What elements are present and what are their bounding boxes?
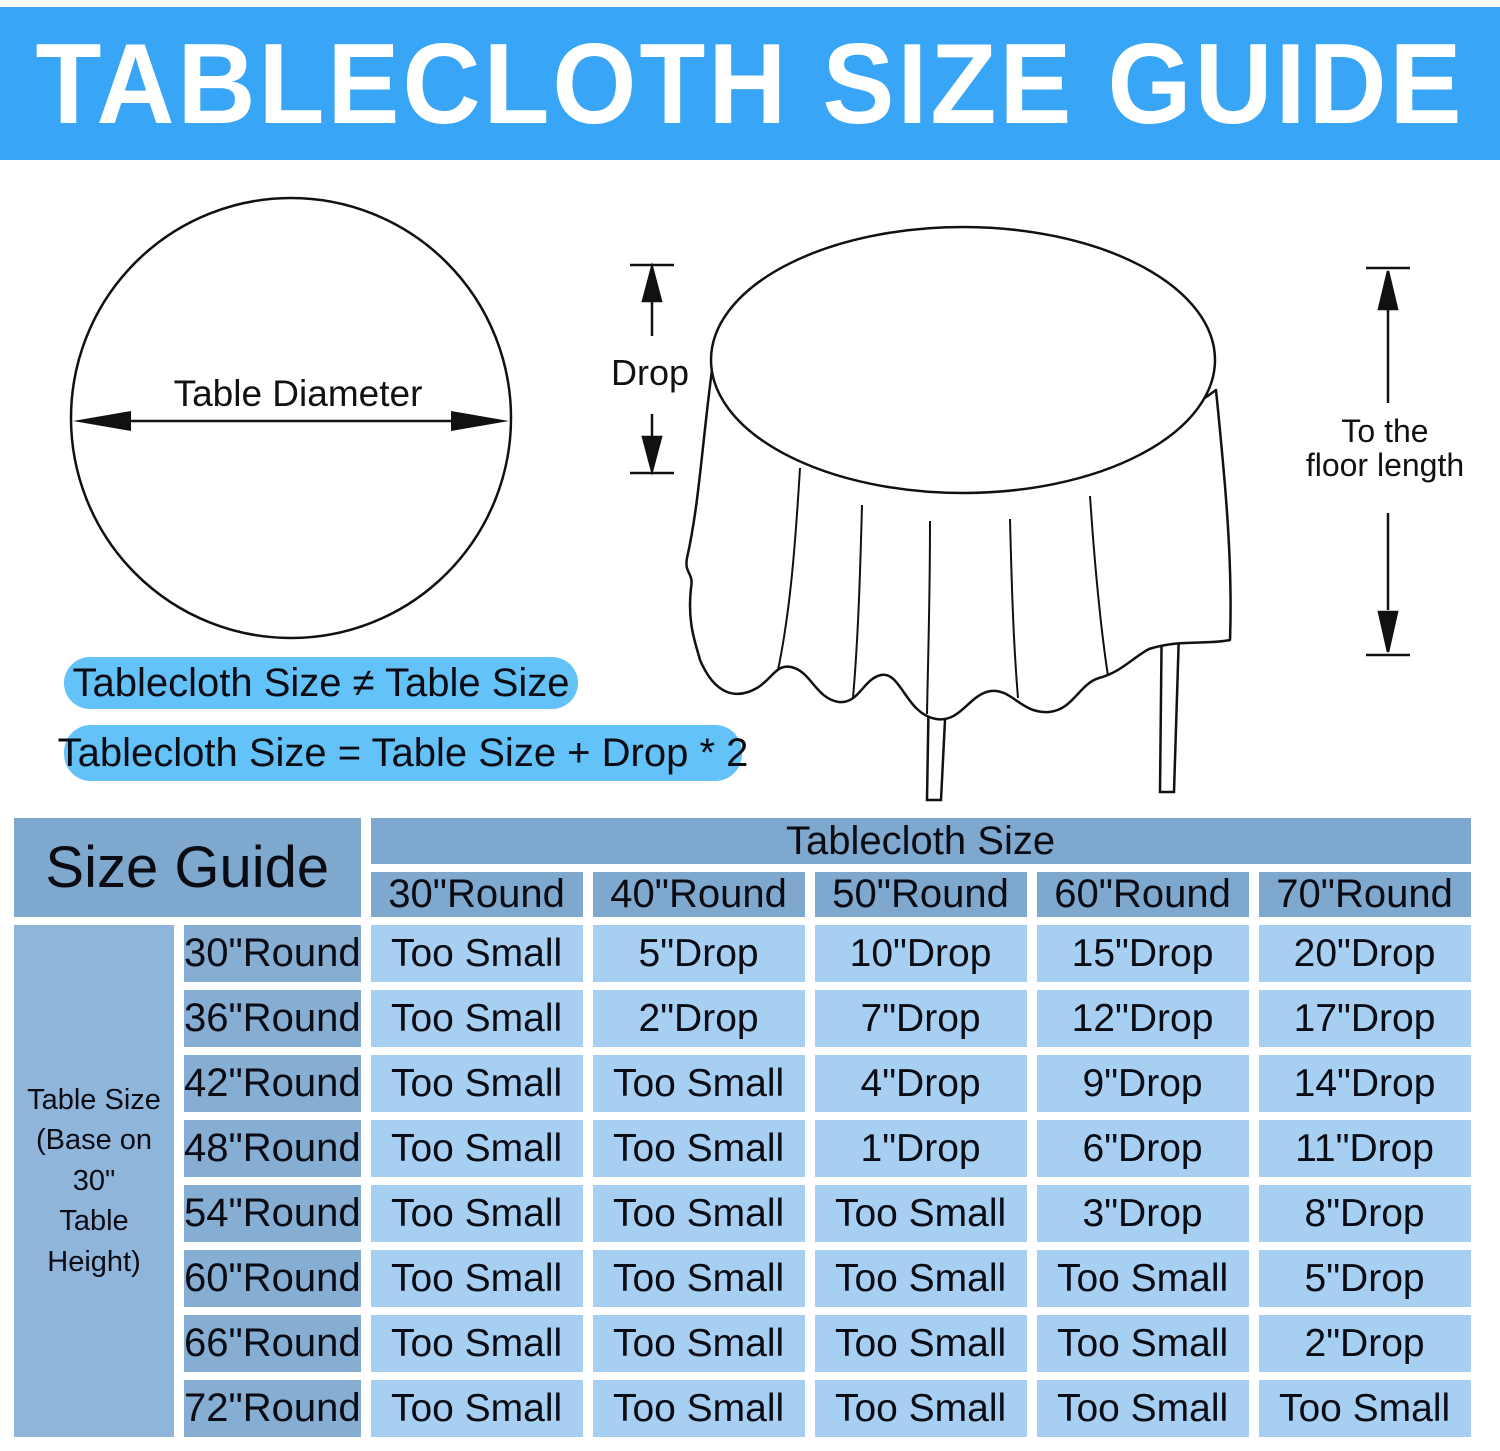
draped-table-diagram bbox=[560, 170, 1500, 820]
note-text: Tablecloth Size ≠ Table Size bbox=[72, 660, 570, 705]
tabletop-circle bbox=[71, 198, 511, 638]
size-table bbox=[4, 810, 1481, 1445]
size-cell: Too Small bbox=[815, 1185, 1027, 1242]
tablecloth-size-group-label: Tablecloth Size bbox=[371, 818, 1471, 864]
row-label: 66"Round bbox=[184, 1315, 361, 1372]
size-cell: 11"Drop bbox=[1259, 1120, 1471, 1177]
size-cell: Too Small bbox=[815, 1250, 1027, 1307]
diameter-arrow bbox=[73, 411, 509, 431]
size-cell: Too Small bbox=[371, 1120, 583, 1177]
size-cell: Too Small bbox=[593, 1380, 805, 1437]
size-cell: 7"Drop bbox=[815, 990, 1027, 1047]
size-cell: Too Small bbox=[593, 1250, 805, 1307]
size-cell: Too Small bbox=[593, 1055, 805, 1112]
column-header: 30"Round bbox=[371, 872, 583, 917]
row-label: 42"Round bbox=[184, 1055, 361, 1112]
note-tablecloth-not-equal bbox=[64, 657, 578, 709]
size-cell: 17"Drop bbox=[1259, 990, 1471, 1047]
size-cell: 12"Drop bbox=[1037, 990, 1249, 1047]
size-cell: Too Small bbox=[371, 990, 583, 1047]
column-header: 50"Round bbox=[815, 872, 1027, 917]
size-cell: 9"Drop bbox=[1037, 1055, 1249, 1112]
row-label: 72"Round bbox=[184, 1380, 361, 1437]
column-header: 70"Round bbox=[1259, 872, 1471, 917]
row-label: 60"Round bbox=[184, 1250, 361, 1307]
table-diameter-diagram bbox=[0, 170, 560, 730]
note-tablecloth-formula bbox=[57, 725, 749, 781]
floor-length-label-line2: floor length bbox=[1305, 447, 1465, 483]
size-cell: Too Small bbox=[815, 1315, 1027, 1372]
size-cell: Too Small bbox=[1037, 1380, 1249, 1437]
size-cell: Too Small bbox=[371, 1055, 583, 1112]
size-cell: Too Small bbox=[593, 1315, 805, 1372]
size-cell: 6"Drop bbox=[1037, 1120, 1249, 1177]
size-cell: 5"Drop bbox=[593, 925, 805, 982]
note-text: Tablecloth Size = Table Size + Drop * 2 bbox=[57, 730, 749, 775]
size-cell: 20"Drop bbox=[1259, 925, 1471, 982]
size-cell: 15"Drop bbox=[1037, 925, 1249, 982]
corner-label: Size Guide bbox=[14, 818, 361, 917]
row-label: 36"Round bbox=[184, 990, 361, 1047]
size-cell: Too Small bbox=[593, 1120, 805, 1177]
size-cell: 2"Drop bbox=[1259, 1315, 1471, 1372]
size-cell: Too Small bbox=[1037, 1250, 1249, 1307]
table-row bbox=[14, 990, 1471, 1047]
table-row bbox=[14, 1055, 1471, 1112]
row-label: 54"Round bbox=[184, 1185, 361, 1242]
row-label: 30"Round bbox=[184, 925, 361, 982]
size-cell: 14"Drop bbox=[1259, 1055, 1471, 1112]
row-group-label: Table Size (Base on 30" Table Height) bbox=[14, 925, 174, 1437]
size-table-body bbox=[14, 925, 1471, 1437]
size-cell: 8"Drop bbox=[1259, 1185, 1471, 1242]
size-cell: Too Small bbox=[371, 1380, 583, 1437]
size-cell: Too Small bbox=[371, 1315, 583, 1372]
size-cell: Too Small bbox=[1037, 1315, 1249, 1372]
size-guide-table bbox=[4, 810, 1481, 1445]
size-cell: Too Small bbox=[1259, 1380, 1471, 1437]
size-cell: 2"Drop bbox=[593, 990, 805, 1047]
table-row bbox=[14, 1250, 1471, 1307]
size-cell: Too Small bbox=[593, 1185, 805, 1242]
size-cell: Too Small bbox=[371, 925, 583, 982]
size-cell: Too Small bbox=[815, 1380, 1027, 1437]
drop-label: Drop bbox=[610, 352, 690, 393]
table-row bbox=[14, 1120, 1471, 1177]
table-row bbox=[14, 1185, 1471, 1242]
size-cell: 4"Drop bbox=[815, 1055, 1027, 1112]
table-row bbox=[14, 1380, 1471, 1437]
column-header: 40"Round bbox=[593, 872, 805, 917]
header-banner bbox=[0, 7, 1500, 160]
table-row bbox=[14, 925, 1471, 982]
floor-length-label-line1: To the bbox=[1341, 413, 1429, 449]
size-cell: 10"Drop bbox=[815, 925, 1027, 982]
header-row-1 bbox=[14, 818, 1471, 864]
size-cell: 5"Drop bbox=[1259, 1250, 1471, 1307]
table-row bbox=[14, 1315, 1471, 1372]
tabletop-ellipse bbox=[711, 227, 1215, 493]
size-cell: Too Small bbox=[371, 1250, 583, 1307]
size-cell: Too Small bbox=[371, 1185, 583, 1242]
page-title: TABLECLOTH SIZE GUIDE bbox=[35, 19, 1465, 148]
table-diameter-label: Table Diameter bbox=[173, 373, 423, 414]
size-cell: 1"Drop bbox=[815, 1120, 1027, 1177]
row-label: 48"Round bbox=[184, 1120, 361, 1177]
size-cell: 3"Drop bbox=[1037, 1185, 1249, 1242]
column-header: 60"Round bbox=[1037, 872, 1249, 917]
